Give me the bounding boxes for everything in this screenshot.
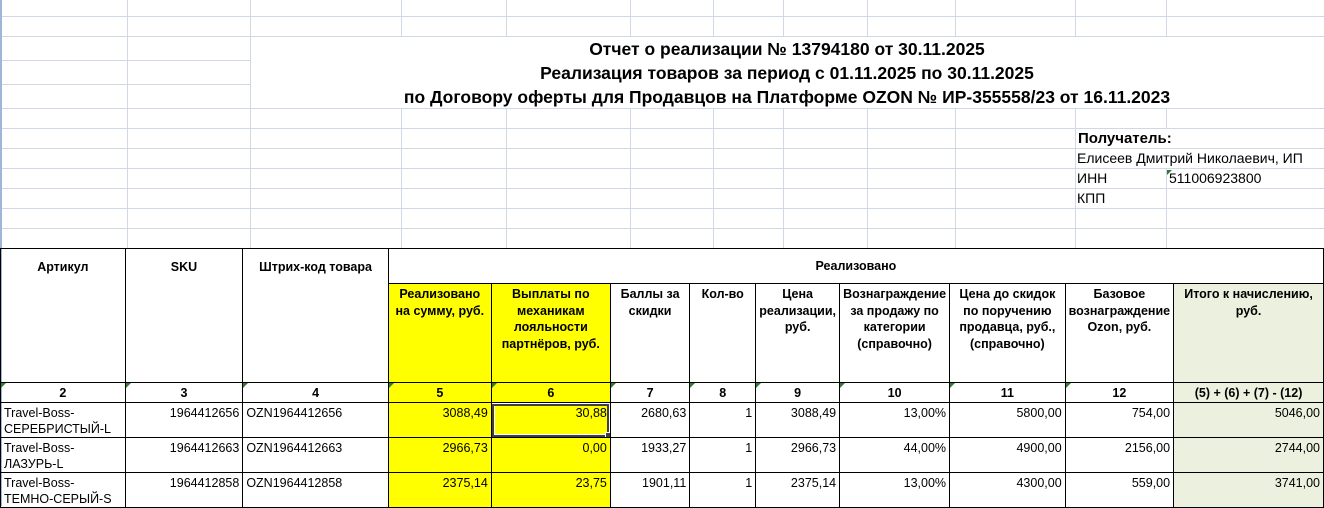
col-number[interactable]: 6 [491, 383, 610, 403]
header-barcode[interactable]: Штрих-код товара [243, 249, 388, 383]
table-row [1, 438, 1324, 473]
cell-sku[interactable]: 1964412656 [125, 403, 243, 438]
cell-loyalty-payouts-selected[interactable] [491, 403, 610, 438]
cell-price-before-discount[interactable]: 4300,00 [950, 473, 1066, 508]
gridline [0, 188, 1324, 189]
report-contract: по Договору оферты для Продавцов на Платформе OZON № ИР-355558/23 от 16.11.2023 [403, 87, 1171, 107]
cell-category-fee[interactable]: 13,00% [840, 473, 950, 508]
col-number[interactable]: 12 [1065, 383, 1173, 403]
header-qty[interactable]: Кол-во [690, 284, 756, 383]
cell-article[interactable]: Travel-Boss-СЕРЕБРИСТЫЙ-L [1, 403, 126, 438]
table-row [1, 403, 1324, 438]
header-discount-points[interactable]: Баллы за скидки [610, 284, 689, 383]
col-number[interactable]: 8 [690, 383, 756, 403]
cell-article[interactable]: Travel-Boss-ЛАЗУРЬ-L [1, 438, 126, 473]
col-number[interactable]: 2 [1, 383, 126, 403]
cell-sold-sum[interactable]: 2966,73 [388, 438, 491, 473]
kpp-label: КПП [1077, 190, 1106, 206]
gridline [0, 108, 1324, 109]
col-number[interactable]: 5 [388, 383, 491, 403]
recipient-name: Елисеев Дмитрий Николаевич, ИП [1077, 150, 1303, 166]
header-row-top [1, 249, 1324, 284]
table-row [1, 473, 1324, 508]
header-sku[interactable]: SKU [125, 249, 243, 383]
cell-category-fee[interactable]: 13,00% [840, 403, 950, 438]
cell-loyalty-payouts[interactable]: 0,00 [491, 438, 610, 473]
cell-sale-price[interactable]: 3088,49 [756, 403, 840, 438]
cell-loyalty-payouts[interactable]: 23,75 [491, 473, 610, 508]
cell-category-fee[interactable]: 44,00% [840, 438, 950, 473]
cell-article[interactable]: Travel-Boss-ТЕМНО-СЕРЫЙ-S [1, 473, 126, 508]
gridline [0, 228, 1324, 229]
cell-sold-sum[interactable]: 2375,14 [388, 473, 491, 508]
cell-barcode[interactable]: OZN1964412656 [243, 403, 388, 438]
cell-qty[interactable]: 1 [690, 403, 756, 438]
recipient-label: Получатель: [1078, 130, 1172, 147]
header-article[interactable]: Артикул [1, 249, 126, 383]
gridline [0, 16, 1324, 17]
cell-base-fee[interactable]: 754,00 [1065, 403, 1173, 438]
header-group-sold[interactable]: Реализовано [388, 249, 1323, 284]
cell-qty[interactable]: 1 [690, 473, 756, 508]
column-number-row [1, 383, 1324, 403]
col-number[interactable]: 4 [243, 383, 388, 403]
header-category-fee[interactable]: Вознаграждение за продажу по категории (справочно) [840, 284, 950, 383]
header-total[interactable]: Итого к начислению, руб. [1174, 284, 1324, 383]
header-sale-price[interactable]: Цена реализации, руб. [756, 284, 840, 383]
header-sold-sum[interactable]: Реализовано на сумму, руб. [388, 284, 491, 383]
cell-total[interactable]: 2744,00 [1174, 438, 1324, 473]
cell-qty[interactable]: 1 [690, 438, 756, 473]
cell-discount-points[interactable]: 1933,27 [610, 438, 689, 473]
cell-sale-price[interactable]: 2375,14 [756, 473, 840, 508]
col-number[interactable]: 9 [756, 383, 840, 403]
report-title: Отчет о реализации № 13794180 от 30.11.2025 [589, 39, 985, 59]
cell-sku[interactable]: 1964412663 [125, 438, 243, 473]
gridline [0, 208, 1324, 209]
col-number-formula[interactable]: (5) + (6) + (7) - (12) [1174, 383, 1324, 403]
col-number[interactable]: 11 [950, 383, 1066, 403]
col-number[interactable]: 3 [125, 383, 243, 403]
sales-report-table [0, 248, 1324, 508]
cell-discount-points[interactable]: 1901,11 [610, 473, 689, 508]
inn-value[interactable]: 511006923800 [1169, 170, 1262, 186]
cell-sale-price[interactable]: 2966,73 [756, 438, 840, 473]
cell-price-before-discount[interactable]: 4900,00 [950, 438, 1066, 473]
cell-sold-sum[interactable]: 3088,49 [388, 403, 491, 438]
header-loyalty-payouts[interactable]: Выплаты по механикам лояльности партнёров, руб. [491, 284, 610, 383]
cell-barcode[interactable]: OZN1964412663 [243, 438, 388, 473]
gridline [0, 168, 1324, 169]
cell-sku[interactable]: 1964412858 [125, 473, 243, 508]
col-number[interactable]: 10 [840, 383, 950, 403]
cell-discount-points[interactable]: 2680,63 [610, 403, 689, 438]
col-number[interactable]: 7 [610, 383, 689, 403]
cell-total[interactable]: 3741,00 [1174, 473, 1324, 508]
cell-barcode[interactable]: OZN1964412858 [243, 473, 388, 508]
cell-price-before-discount[interactable]: 5800,00 [950, 403, 1066, 438]
cell-value: 30,88 [575, 406, 607, 420]
cell-base-fee[interactable]: 559,00 [1065, 473, 1173, 508]
report-period: Реализация товаров за период с 01.11.2025 по 30.11.2025 [540, 63, 1034, 83]
header-base-fee[interactable]: Базовое вознаграждение Ozon, руб. [1065, 284, 1173, 383]
cell-total[interactable]: 5046,00 [1174, 403, 1324, 438]
cell-base-fee[interactable]: 2156,00 [1065, 438, 1173, 473]
gridline [127, 0, 128, 248]
inn-label: ИНН [1077, 170, 1108, 186]
fill-handle[interactable] [605, 432, 611, 438]
header-price-before-discount[interactable]: Цена до скидок по поручению продавца, руб., (справочно) [950, 284, 1066, 383]
